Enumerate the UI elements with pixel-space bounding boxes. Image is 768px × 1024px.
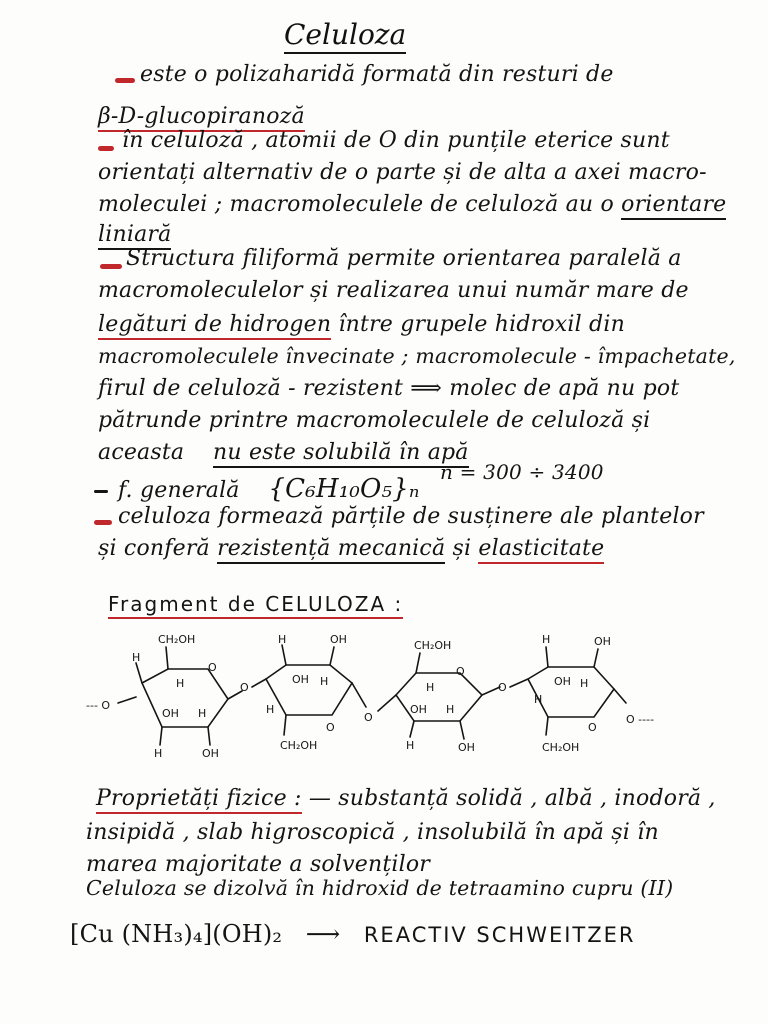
bullet-dash	[98, 146, 114, 151]
ring3-oh: OH	[458, 741, 475, 754]
cellulose-structure-diagram	[80, 625, 680, 765]
para1-line1: este o polizaharidă formată din resturi de	[140, 62, 614, 87]
properties-line1-text: — substanță solidă , albă , inodoră ,	[308, 786, 716, 811]
ring1-oh: OH	[162, 707, 179, 720]
ring2-oxygen: O	[326, 721, 335, 734]
reagent-formula: [Cu (NH₃)₄](OH)₂	[70, 920, 283, 948]
bullet-dash	[94, 520, 112, 525]
properties-line1	[96, 786, 716, 811]
nu-solubila-term: nu este solubilă în apă	[213, 440, 469, 468]
ring1-oh: OH	[202, 747, 219, 760]
ring2-h: H	[278, 633, 287, 646]
ring2-h: H	[266, 703, 275, 716]
glucose-ring-2	[266, 633, 352, 752]
formula-line	[118, 474, 420, 504]
para2-line1: în celuloză , atomii de O din punțile eterice sunt	[122, 128, 670, 153]
glucopiranoza-term: β-D-glucopiranoză	[98, 104, 305, 132]
para4-line2	[98, 536, 604, 561]
para3-line1: Structura filiformă permite orientarea paralelă a	[126, 246, 682, 271]
para3-line3	[98, 312, 625, 337]
para3-line2: macromoleculelor și realizarea unui număr mare de	[98, 278, 689, 303]
ring1-ch2oh: CH₂OH	[158, 633, 196, 646]
properties-heading: Proprietăți fizice :	[96, 786, 302, 814]
para3-line6: pătrunde printre macromoleculele de celuloză și	[98, 408, 651, 433]
ring4-h: H	[534, 693, 543, 706]
para4-si: și	[452, 536, 472, 561]
para1-line2	[98, 104, 305, 129]
ring4-oxygen: O	[588, 721, 597, 734]
ring3-oxygen: O	[456, 665, 465, 678]
para2-line2: orientați alternativ de o parte și de alta a axei macro-	[98, 160, 707, 185]
rezistenta-mecanica-term: rezistență mecanică	[217, 536, 445, 564]
bullet-dash	[115, 78, 135, 83]
ring2-ch2oh: CH₂OH	[280, 739, 318, 752]
ring1-h: H	[176, 677, 185, 690]
bridge-oxygen-2: O	[364, 711, 373, 724]
para4-line1: celuloza formează părțile de susținere ale plantelor	[118, 504, 704, 529]
reaction-arrow: ⟶	[305, 920, 341, 948]
para3-line4: macromoleculele învecinate ; macromolecule - împachetate,	[98, 344, 736, 368]
ring3-h: H	[426, 681, 435, 694]
ring1-oxygen: O	[208, 661, 217, 674]
formula-label: f. generală	[118, 478, 240, 503]
page-title	[284, 18, 406, 51]
reagent-line	[70, 920, 636, 948]
legaturi-hidrogen-term: legături de hidrogen	[98, 312, 331, 340]
chain-left-end: --- O	[86, 699, 111, 712]
reagent-name: REACTIV SCHWEITZER	[363, 923, 636, 947]
chain-right-end: O ----	[626, 713, 655, 726]
ring1-h: H	[198, 707, 207, 720]
properties-line2: insipidă , slab higroscopică , insolubilă în apă și în	[86, 820, 659, 845]
ring4-oh: OH	[594, 635, 611, 648]
para2-line3-text: moleculei ; macromoleculele de celuloză au o	[98, 192, 614, 217]
properties-line4: Celuloza se dizolvă în hidroxid de tetraamino cupru (II)	[86, 876, 674, 900]
ring4-oh: OH	[554, 675, 571, 688]
ring3-ch2oh: CH₂OH	[414, 639, 452, 652]
bridge-oxygen-1: O	[240, 681, 249, 694]
bridge-oxygen-3: O	[498, 681, 507, 694]
fragment-heading-text: Fragment de CELULOZA :	[108, 592, 403, 619]
para3-line5: firul de celuloză - rezistent ⟹ molec de apă nu pot	[98, 376, 680, 401]
ring3-h: H	[446, 703, 455, 716]
ring2-h: H	[320, 675, 329, 688]
orientare-term: orientare	[621, 192, 726, 220]
ring4-ch2oh: CH₂OH	[542, 741, 580, 754]
n-range: n = 300 ÷ 3400	[440, 460, 604, 484]
ring3-h: H	[406, 739, 415, 752]
para2-line3	[98, 192, 726, 217]
aceasta-text: aceasta	[98, 440, 185, 465]
ring2-oh: OH	[330, 633, 347, 646]
para3-line3-text: între grupele hidroxil din	[338, 312, 625, 337]
glucose-ring-4	[528, 633, 614, 754]
title-text: Celuloza	[284, 18, 406, 54]
ring1-h: H	[132, 651, 141, 664]
para4-conferă: și conferă	[98, 536, 210, 561]
bullet-dash	[100, 264, 122, 269]
ring4-h: H	[542, 633, 551, 646]
para2-line4	[98, 222, 171, 247]
elasticitate-term: elasticitate	[478, 536, 604, 564]
ring1-h: H	[154, 747, 163, 760]
properties-line3: marea majoritate a solvenților	[86, 852, 431, 877]
liniara-term: liniară	[98, 222, 171, 250]
para3-line7	[98, 440, 469, 465]
glucose-ring-1	[132, 633, 228, 760]
fragment-heading	[108, 592, 403, 616]
ring2-oh: OH	[292, 673, 309, 686]
ring3-oh: OH	[410, 703, 427, 716]
glucose-ring-3	[396, 639, 482, 754]
ring4-h: H	[580, 677, 589, 690]
formula-expr: {C₆H₁₀O₅}ₙ	[268, 474, 420, 504]
bullet-dash	[94, 490, 108, 493]
